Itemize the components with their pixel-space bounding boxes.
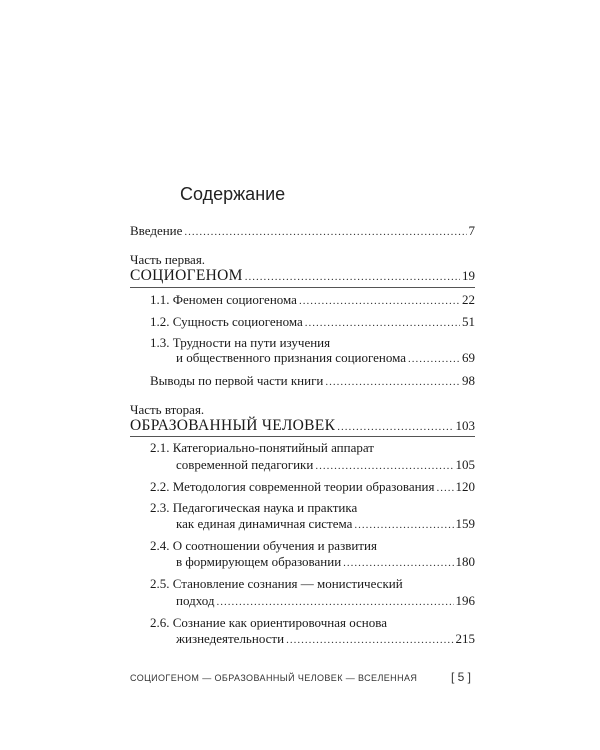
leader-dots	[299, 294, 460, 309]
leader-dots	[286, 633, 453, 648]
toc-entry-page: 7	[468, 223, 475, 238]
toc-entry-page: 19	[462, 268, 475, 283]
toc-entry-label-cont: и общественного признания социогенома	[176, 350, 407, 365]
toc-entry-conclusion[interactable]	[150, 373, 475, 390]
toc-entry[interactable]	[150, 314, 475, 331]
part-divider	[130, 287, 475, 288]
toc-entry-label[interactable]: 1.3. Трудности на пути изучения	[150, 335, 331, 350]
leader-dots	[354, 518, 453, 533]
toc-entry-label-cont: современной педагогики	[176, 457, 314, 472]
toc-entry-label: 1.1. Феномен социогенома	[150, 292, 297, 307]
toc-entry-label-cont: в формирующем образовании	[176, 554, 342, 569]
toc-entry-page: 103	[455, 418, 475, 433]
leader-dots	[245, 270, 460, 285]
part-title: СОЦИОГЕНОМ	[130, 267, 243, 284]
toc-entry-page: 98	[462, 373, 475, 388]
toc-entry[interactable]	[176, 593, 475, 610]
toc-entry-page: 159	[455, 516, 475, 531]
leader-dots	[184, 225, 466, 240]
toc-entry-part2[interactable]	[130, 418, 475, 435]
toc-entry[interactable]	[150, 292, 475, 309]
toc-entry[interactable]	[176, 631, 475, 648]
page-number: [ 5 ]	[451, 670, 472, 684]
toc-entry[interactable]	[150, 479, 475, 496]
toc-entry[interactable]	[176, 350, 475, 367]
toc-entry-page: 69	[462, 350, 475, 365]
leader-dots	[216, 595, 453, 610]
toc-entry[interactable]	[176, 457, 475, 474]
leader-dots	[408, 352, 460, 367]
toc-entry-label[interactable]: 2.4. О соотношении обучения и развития	[150, 538, 377, 553]
toc-title: Содержание	[180, 184, 286, 204]
leader-dots	[315, 459, 453, 474]
running-title: СОЦИОГЕНОМ — ОБРАЗОВАННЫЙ ЧЕЛОВЕК — ВСЕЛЕННАЯ	[130, 673, 418, 683]
toc-entry-label: Выводы по первой части книги	[150, 373, 324, 388]
part-label: Часть вторая.	[130, 402, 205, 417]
toc-entry-intro[interactable]	[130, 223, 475, 240]
toc-entry-label[interactable]: 2.1. Категориально-понятийный аппарат	[150, 440, 374, 455]
leader-dots	[325, 375, 460, 390]
toc-entry-page: 22	[462, 292, 475, 307]
toc-entry[interactable]	[176, 554, 475, 571]
part-title: ОБРАЗОВАННЫЙ ЧЕЛОВЕК	[130, 417, 336, 434]
toc-entry-label: Введение	[130, 223, 183, 238]
toc-entry-label-cont: жизнедеятельности	[176, 631, 285, 646]
leader-dots	[343, 556, 453, 571]
part-divider	[130, 436, 475, 437]
toc-entry-label-cont: подход	[176, 593, 215, 608]
leader-dots	[337, 420, 453, 435]
leader-dots	[436, 481, 453, 496]
toc-entry-label[interactable]: 2.3. Педагогическая наука и практика	[150, 500, 358, 515]
toc-entry[interactable]	[176, 516, 475, 533]
toc-entry-label: 1.2. Сущность социогенома	[150, 314, 303, 329]
toc-entry-page: 180	[455, 554, 475, 569]
toc-entry-part1[interactable]	[130, 268, 475, 285]
toc-entry-label[interactable]: 2.6. Сознание как ориентировочная основа	[150, 615, 387, 630]
toc-entry-page: 196	[455, 593, 475, 608]
toc-entry-label-cont: как единая динамичная система	[176, 516, 353, 531]
toc-entry-page: 120	[455, 479, 475, 494]
leader-dots	[305, 316, 460, 331]
part-label: Часть первая.	[130, 252, 206, 267]
toc-entry-label: 2.2. Методология современной теории образования	[150, 479, 435, 494]
toc-entry-page: 215	[455, 631, 475, 646]
toc-entry-label[interactable]: 2.5. Становление сознания — монистический	[150, 576, 403, 591]
toc-entry-page: 51	[462, 314, 475, 329]
toc-entry-page: 105	[455, 457, 475, 472]
